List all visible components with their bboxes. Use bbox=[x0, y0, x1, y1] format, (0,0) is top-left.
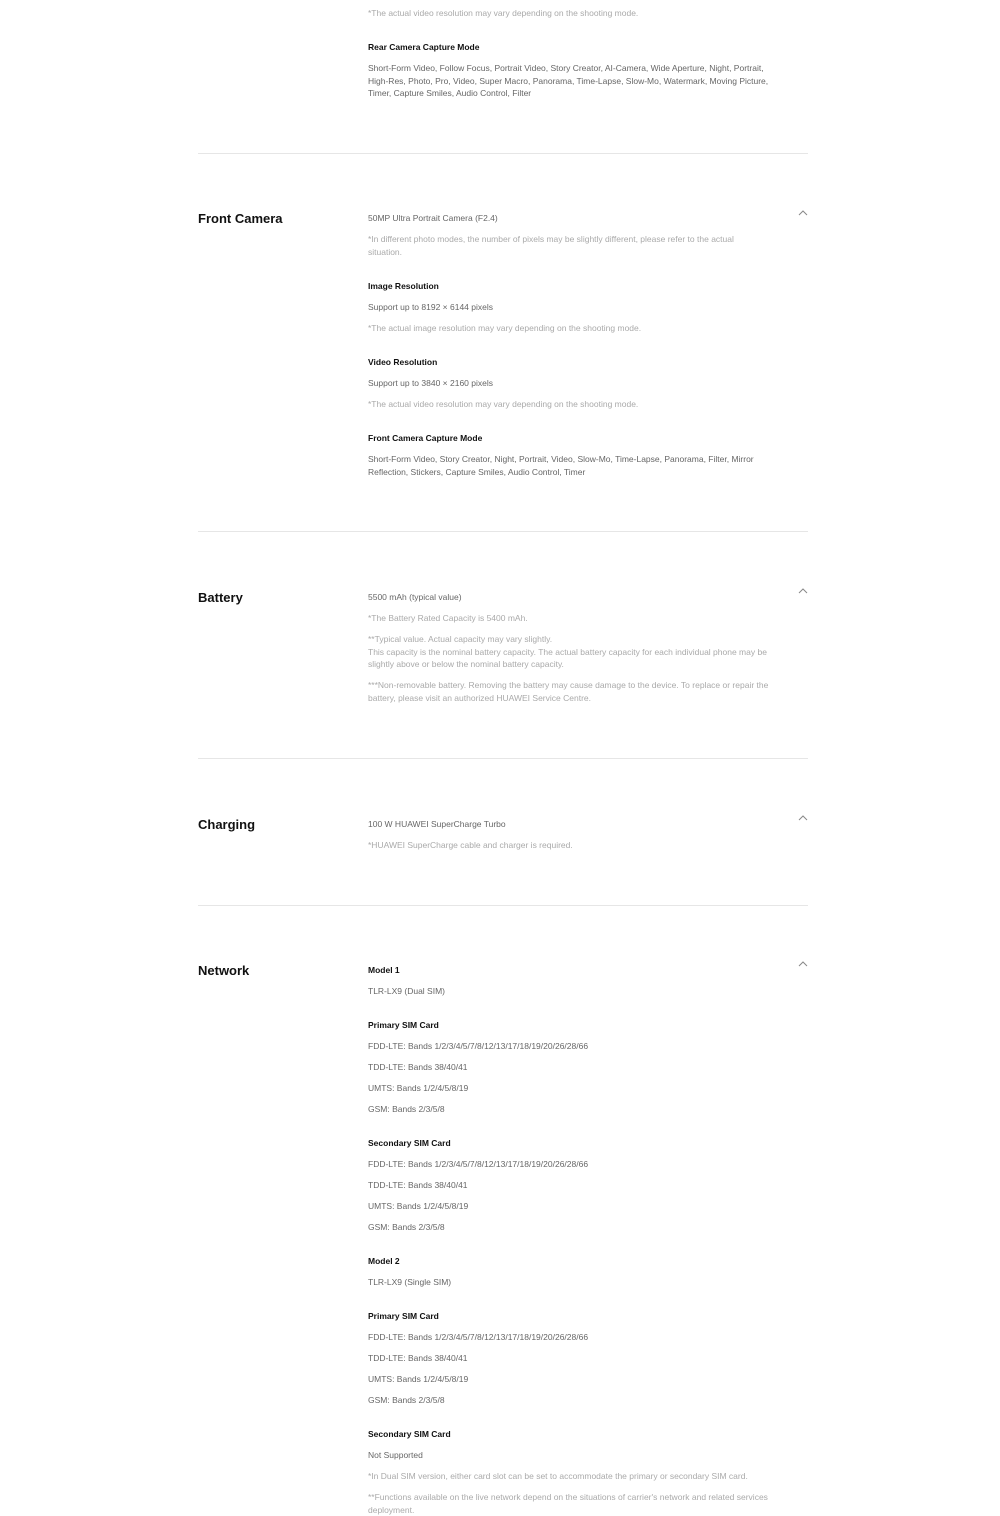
band-line: UMTS: Bands 1/2/4/5/8/19 bbox=[368, 1374, 469, 1384]
chevron-up-icon[interactable] bbox=[797, 960, 809, 968]
section-divider bbox=[198, 758, 808, 759]
charging-note: *HUAWEI SuperCharge cable and charger is required. bbox=[368, 840, 573, 850]
section-divider bbox=[198, 905, 808, 906]
battery-title: Battery bbox=[198, 590, 243, 605]
rear-video-note: *The actual video resolution may vary depending on the shooting mode. bbox=[368, 8, 639, 18]
section-divider bbox=[198, 531, 808, 532]
front-image-resolution-text: Support up to 8192 × 6144 pixels bbox=[368, 302, 493, 312]
model-2-text: TLR-LX9 (Single SIM) bbox=[368, 1277, 452, 1287]
network-title: Network bbox=[198, 963, 250, 978]
battery-note-1: *The Battery Rated Capacity is 5400 mAh. bbox=[368, 613, 528, 623]
chevron-up-icon[interactable] bbox=[797, 209, 809, 217]
band-line: FDD-LTE: Bands 1/2/3/4/5/7/8/12/13/17/18/19/20/26/28/66 bbox=[368, 1159, 589, 1169]
band-line: GSM: Bands 2/3/5/8 bbox=[368, 1222, 445, 1232]
section-divider bbox=[198, 153, 808, 154]
battery-spec: 5500 mAh (typical value) bbox=[368, 592, 462, 602]
band-line: GSM: Bands 2/3/5/8 bbox=[368, 1104, 445, 1114]
front-capture-mode-heading: Front Camera Capture Mode bbox=[368, 433, 483, 443]
model-2-heading: Model 2 bbox=[368, 1256, 400, 1266]
battery-note-2: **Typical value. Actual capacity may vary slightly. This capacity is the nominal battery capacity. The actual battery capacity for each individual phone may be slightly above or below the nominal battery capacity. bbox=[368, 634, 767, 670]
chevron-up-icon[interactable] bbox=[797, 587, 809, 595]
front-camera-spec-note: *In different photo modes, the number of pixels may be slightly different, please refer to the actual situation. bbox=[368, 234, 734, 257]
chevron-up-icon[interactable] bbox=[797, 814, 809, 822]
m1-secondary-sim-heading: Secondary SIM Card bbox=[368, 1138, 451, 1148]
front-camera-spec: 50MP Ultra Portrait Camera (F2.4) bbox=[368, 213, 498, 223]
front-video-resolution-heading: Video Resolution bbox=[368, 357, 438, 367]
m2-primary-sim-heading: Primary SIM Card bbox=[368, 1311, 439, 1321]
network-note-2: **Functions available on the live network depend on the situations of carrier's network and related services deployment. bbox=[368, 1492, 768, 1515]
band-line: FDD-LTE: Bands 1/2/3/4/5/7/8/12/13/17/18/19/20/26/28/66 bbox=[368, 1332, 589, 1342]
band-line: TDD-LTE: Bands 38/40/41 bbox=[368, 1353, 468, 1363]
front-image-resolution-note: *The actual image resolution may vary depending on the shooting mode. bbox=[368, 323, 642, 333]
band-line: FDD-LTE: Bands 1/2/3/4/5/7/8/12/13/17/18/19/20/26/28/66 bbox=[368, 1041, 589, 1051]
charging-title: Charging bbox=[198, 817, 256, 832]
band-line: GSM: Bands 2/3/5/8 bbox=[368, 1395, 445, 1405]
front-video-resolution-note: *The actual video resolution may vary depending on the shooting mode. bbox=[368, 399, 639, 409]
band-line: TDD-LTE: Bands 38/40/41 bbox=[368, 1180, 468, 1190]
rear-capture-mode-heading: Rear Camera Capture Mode bbox=[368, 42, 480, 52]
front-capture-mode-text: Short-Form Video, Story Creator, Night, Portrait, Video, Slow-Mo, Time-Lapse, Panorama, Filter, Mirror Reflection, Stickers, Capture Smiles, Audio Control, Timer bbox=[368, 454, 754, 477]
network-note-1: *In Dual SIM version, either card slot can be set to accommodate the primary or secondary SIM card. bbox=[368, 1471, 748, 1481]
front-video-resolution-text: Support up to 3840 × 2160 pixels bbox=[368, 378, 493, 388]
m1-primary-sim-heading: Primary SIM Card bbox=[368, 1020, 439, 1030]
front-camera-title: Front Camera bbox=[198, 211, 283, 226]
battery-note-3: ***Non-removable battery. Removing the battery may cause damage to the device. To replace or repair the battery, please visit an authorized HUAWEI Service Centre. bbox=[368, 680, 769, 703]
charging-spec: 100 W HUAWEI SuperCharge Turbo bbox=[368, 819, 506, 829]
band-line: UMTS: Bands 1/2/4/5/8/19 bbox=[368, 1083, 469, 1093]
band-line: UMTS: Bands 1/2/4/5/8/19 bbox=[368, 1201, 469, 1211]
front-image-resolution-heading: Image Resolution bbox=[368, 281, 439, 291]
rear-capture-mode-text: Short-Form Video, Follow Focus, Portrait Video, Story Creator, AI-Camera, Wide Aperture, Night, Portrait, High-Res, Photo, Pro, Video, Super Macro, Panorama, Time-Lapse, Slow-Mo, Watermark, Moving Picture, Timer, Capture Smiles, Audio Control, Filter bbox=[368, 63, 769, 99]
m2-secondary-sim-heading: Secondary SIM Card bbox=[368, 1429, 451, 1439]
m2-secondary-sim-text: Not Supported bbox=[368, 1450, 423, 1460]
model-1-heading: Model 1 bbox=[368, 965, 400, 975]
model-1-text: TLR-LX9 (Dual SIM) bbox=[368, 986, 445, 996]
band-line: TDD-LTE: Bands 38/40/41 bbox=[368, 1062, 468, 1072]
